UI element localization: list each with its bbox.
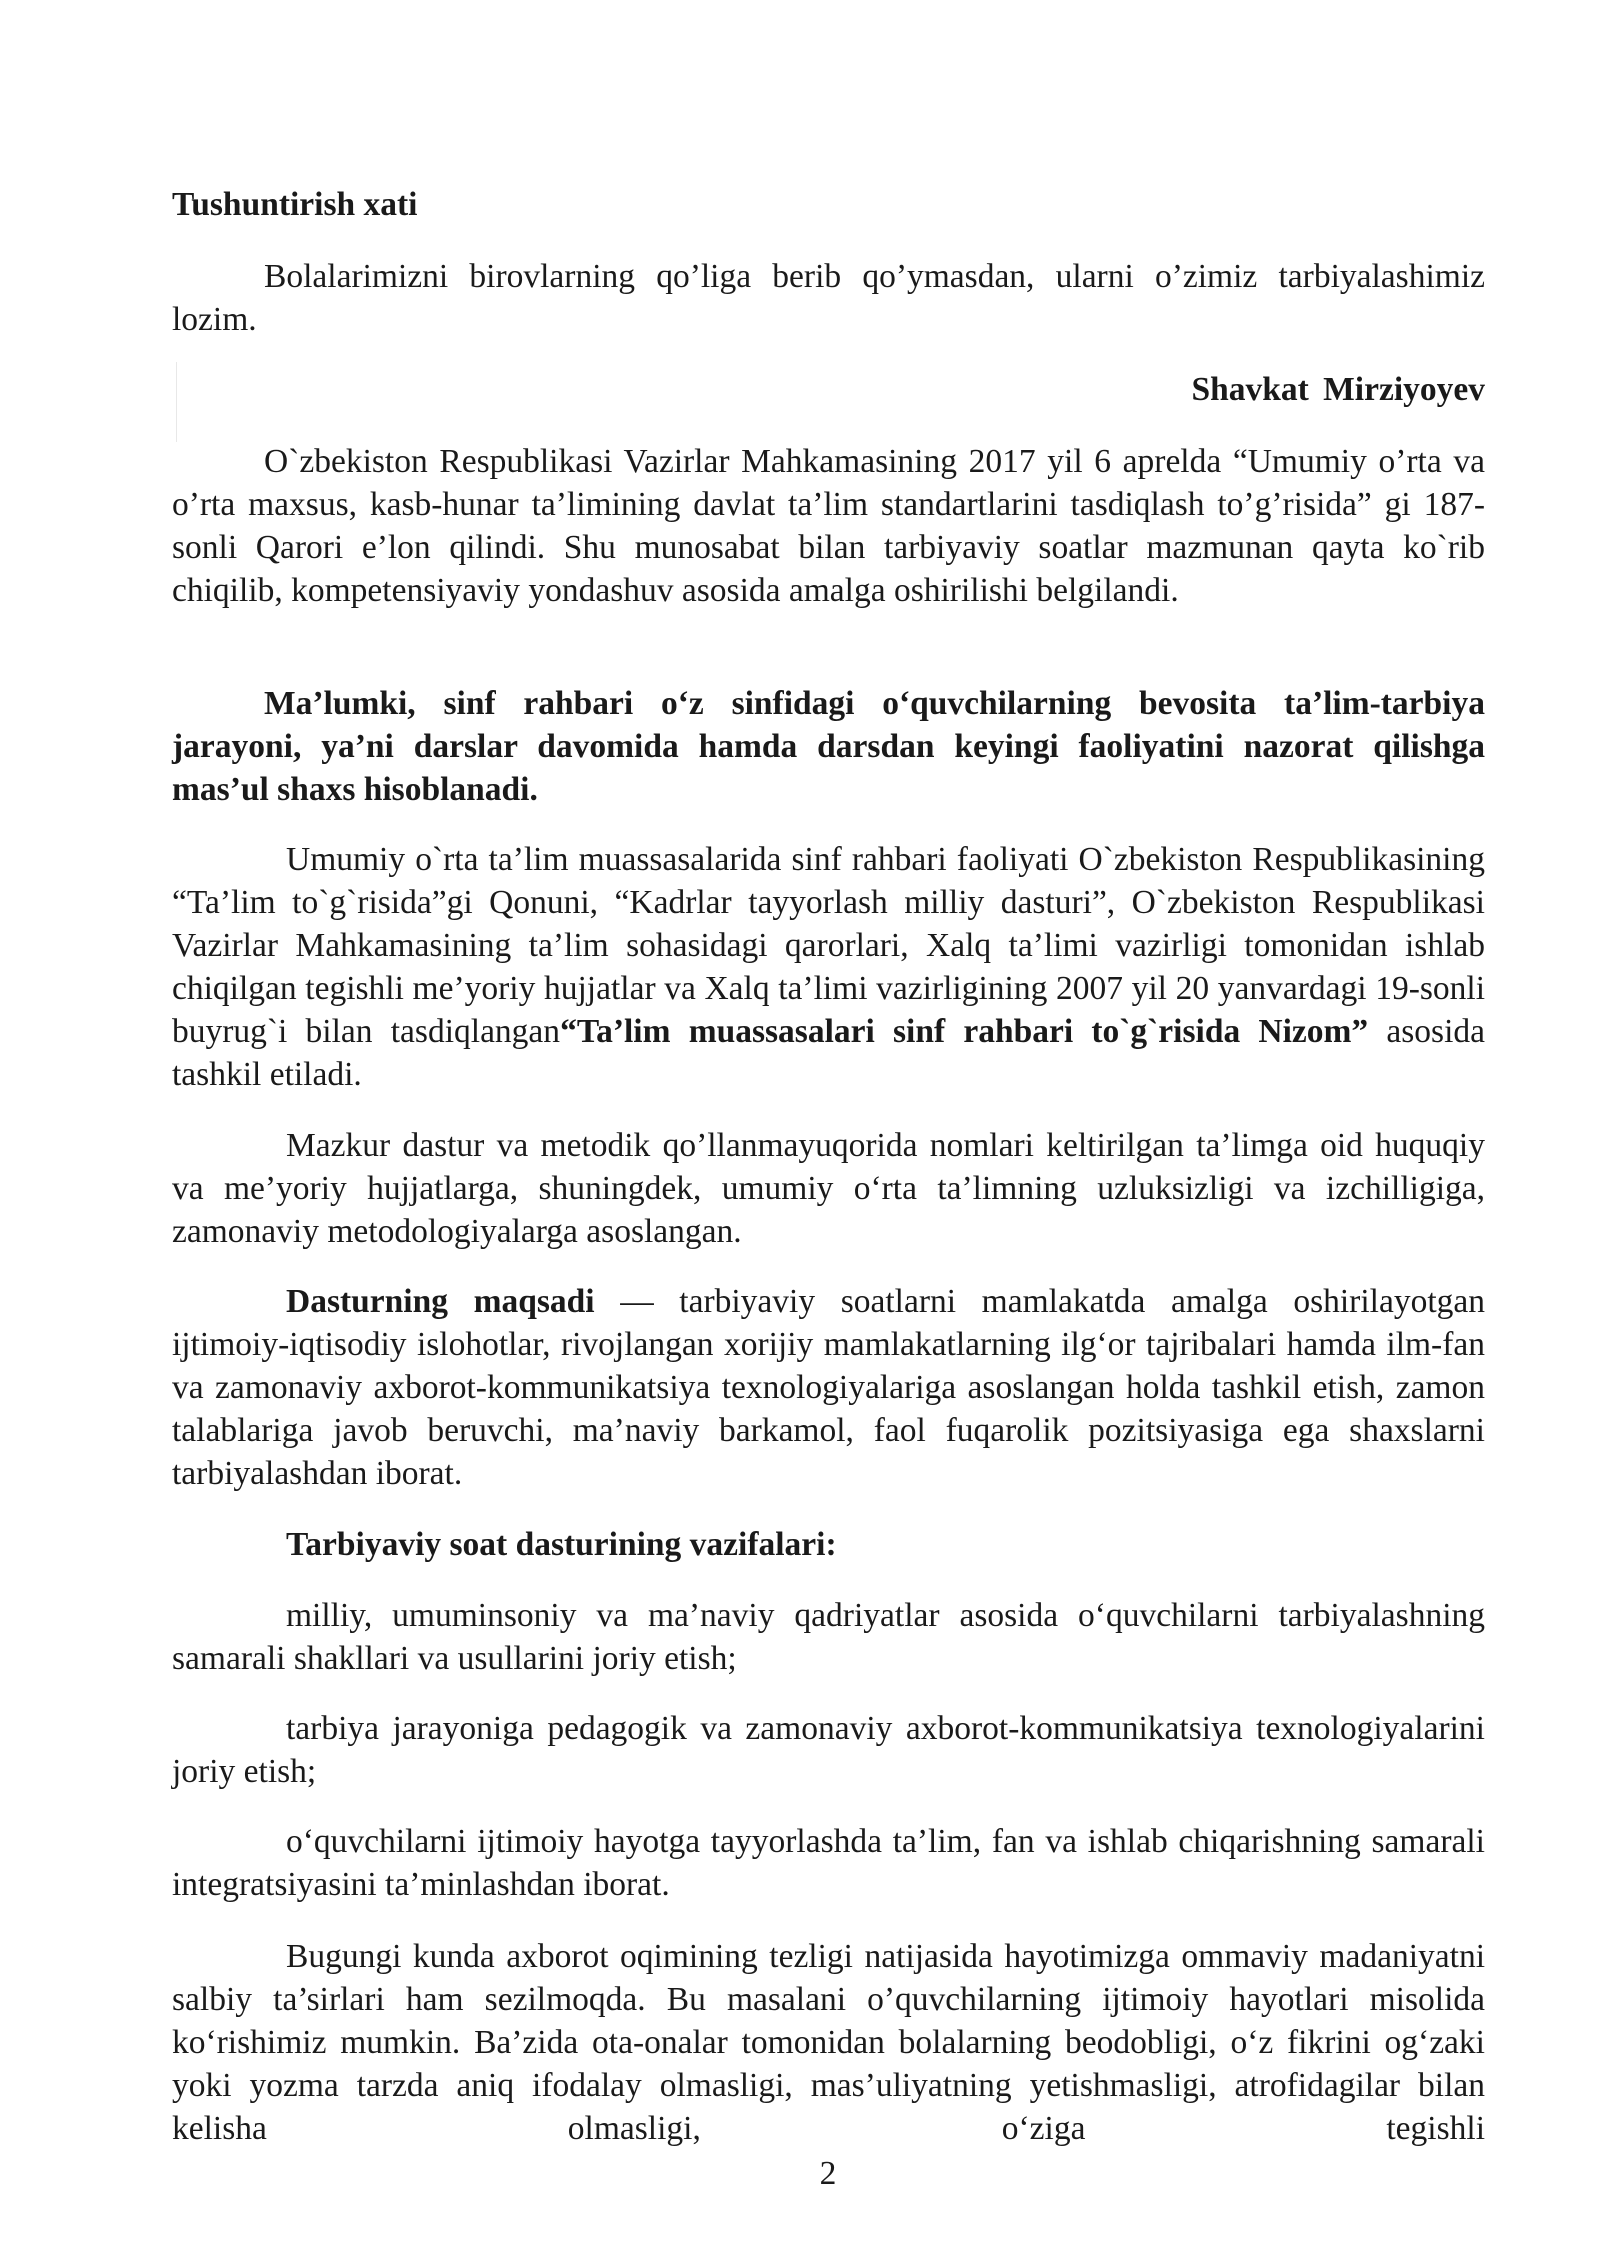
task-item-2 — [172, 1707, 1485, 1793]
paragraph-5 — [172, 1280, 1485, 1495]
paragraph-text: Mazkur dastur va metodik qo’llanmayuqorida nomlari keltirilgan ta’limga oid huquqiy va me’yoriy hujjatlarga, shuningdek, umumiy o‘rta ta’limning uzluksizligi va izchilligiga, zamonaviy metodologiyalarga asoslangan. — [172, 1127, 1485, 1250]
paragraph-text — [172, 1280, 1485, 1495]
paragraph-text: Bugungi kunda axborot oqimining tezligi natijasida hayotimizga ommaviy madaniyatni salbiy ta’sirlari ham sezilmoqda. Bu masalani o’quvchilarning ijtimoiy hayotlari misolida ko‘rishimiz mumkin. Ba’zida ota-onalar tomonidan bolalarning beodobligi, o‘z fikrini og‘zaki yoki yozma tarzda aniq ifodalay olmasligi, mas’uliyatning yetishmasligi, atrofidagilar bilan kelisha olmasligi, o‘ziga tegishli — [172, 1938, 1485, 2147]
paragraph-text: O`zbekiston Respublikasi Vazirlar Mahkamasining 2017 yil 6 aprelda “Umumiy o’rta va o’rta maxsus, kasb-hunar ta’limining davlat ta’lim standartlarini tasdiqlash to’g’risida” gi 187-sonli Qarori e’lon qilindi. Shu munosabat bilan tarbiyaviy soatlar mazmunan qayta ko`rib chiqilib, kompetensiyaviy yondashuv asosida amalga oshirilishi belgilandi. — [172, 443, 1485, 609]
paragraph-3 — [172, 838, 1485, 1096]
tasks-heading-block — [172, 1523, 1485, 1566]
paragraph-3-start: Umumiy o`rta ta’lim muassasalarida sinf rahbari faoliyati O`zbekiston Respublikasining “Ta’lim to`g`risida”gi Qonuni, “Kadrlar tayyorlash milliy dasturi”, O`zbekiston Respublikasi Vazirlar Mahkamasining ta’lim sohasidagi qarorlari, Xalq ta’limi vazirligi tomonidan ishlab chiqilgan tegishli me’yoriy hujjatlar va Xalq ta’limi vazirligining 2007 yil 20 yanvardagi 19-sonli buyrug`i bilan tasdiqlangan — [172, 841, 1485, 1050]
task-item-3 — [172, 1820, 1485, 1906]
task-text: milliy, umuminsoniy va ma’naviy qadriyatlar asosida o‘quvchilarni tarbiyalashning samarali shakllari va usullarini joriy etish; — [172, 1597, 1485, 1677]
epigraph-text: Bolalarimizni birovlarning qo’liga berib qo’ymasdan, ularni o’zimiz tarbiyalashimiz lozim. — [172, 258, 1485, 338]
goal-text: — tarbiyaviy soatlarni mamlakatda amalga oshirilayotgan ijtimoiy-iqtisodiy islohotlar, rivojlangan xorijiy mamlakatlarning ilg‘or tajribalari hamda ilm-fan va zamonaviy axborot-kommunikatsiya texnologiyalariga asoslangan holda tashkil etish, zamon talablariga javob beruvchi, ma’naviy barkamol, faol fuqarolik pozitsiyasiga ega shaxslarni tarbiyalashdan iborat. — [172, 1283, 1485, 1492]
page-number: 2 — [819, 2155, 837, 2192]
task-item-1 — [172, 1594, 1485, 1680]
task-text: tarbiya jarayoniga pedagogik va zamonaviy axborot-kommunikatsiya texnologiyalarini joriy etish; — [172, 1710, 1485, 1790]
paragraph-text-bold: Ma’lumki, sinf rahbari o‘z sinfidagi o‘quvchilarning bevosita ta’lim-tarbiya jarayoni, ya’ni darslar davomida hamda darsdan keyingi faoliyatini nazorat qilishga mas’ul shaxs hisoblanadi. — [172, 685, 1485, 808]
epigraph-author: Shavkat Mirziyoyev — [1191, 371, 1485, 408]
tasks-heading: Tarbiyaviy soat dasturining vazifalari: — [286, 1526, 837, 1563]
goal-label: Dasturning maqsadi — [286, 1283, 595, 1320]
paragraph-1 — [172, 440, 1485, 612]
epigraph — [172, 255, 1485, 341]
task-text: o‘quvchilarni ijtimoiy hayotga tayyorlashda ta’lim, fan va ishlab chiqarishning samarali integratsiyasini ta’minlashdan iborat. — [172, 1823, 1485, 1903]
document-title: Tushuntirish xati — [172, 186, 418, 223]
divider — [176, 362, 177, 442]
paragraph-text — [172, 838, 1485, 1096]
paragraph-4 — [172, 1124, 1485, 1253]
paragraph-3-end: asosida tashkil etiladi. — [172, 1013, 1485, 1093]
nizom-title: “Ta’lim muassasalari sinf rahbari to`g`risida Nizom” — [560, 1013, 1369, 1050]
paragraph-2 — [172, 682, 1485, 811]
paragraph-6 — [172, 1935, 1485, 2150]
